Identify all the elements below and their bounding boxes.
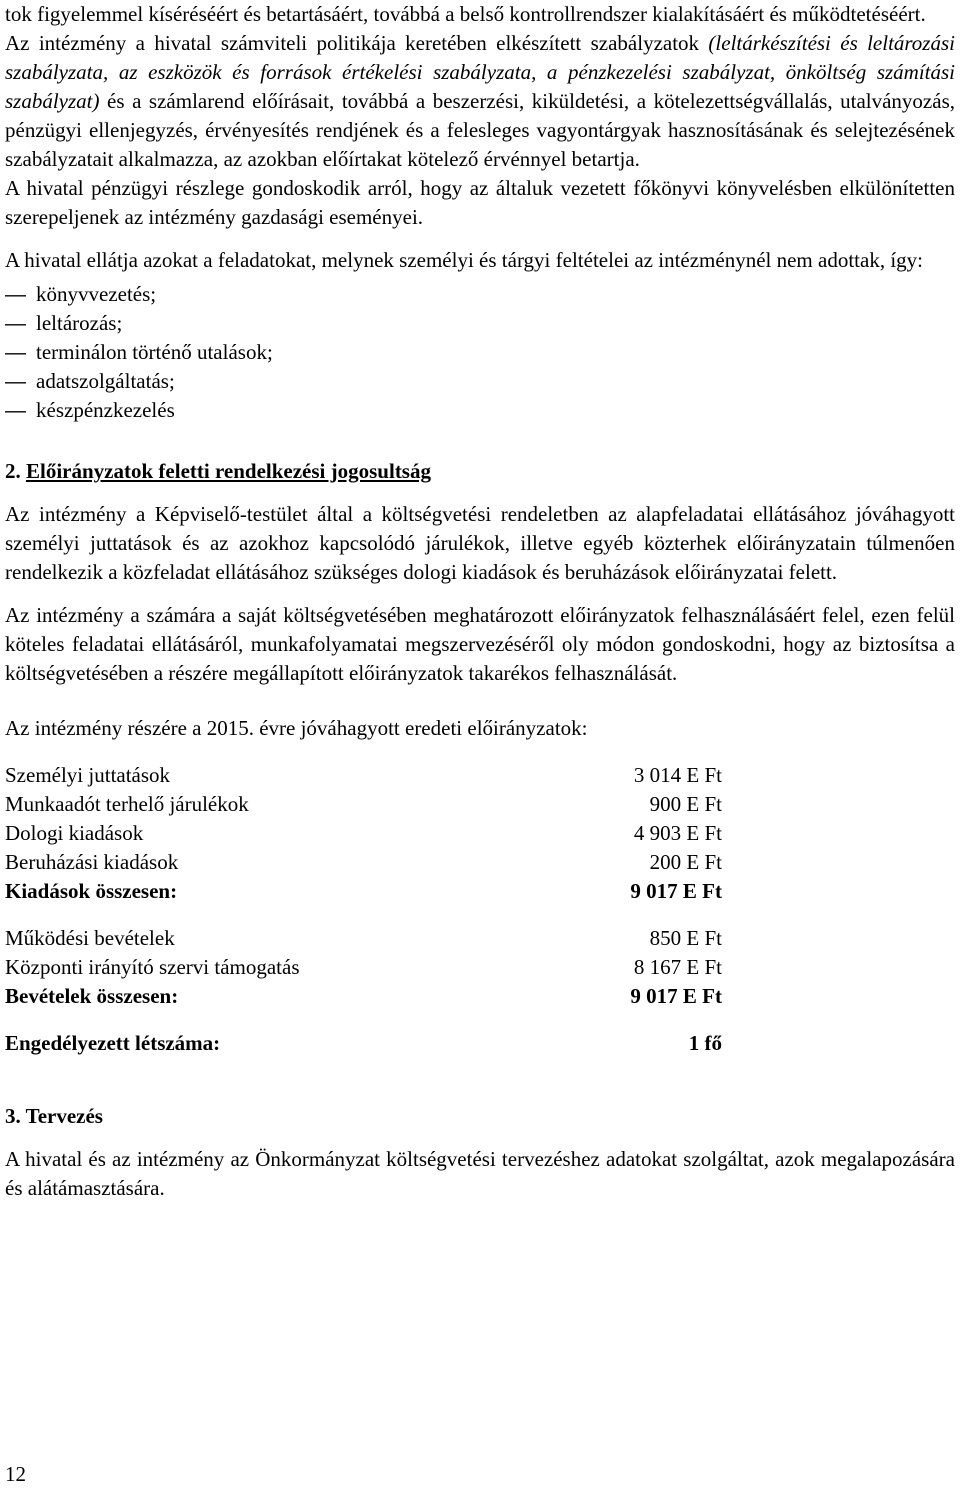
- policy-text-start: Az intézmény a hivatal számviteli politikája keretében elkészített szabályzatok: [5, 31, 709, 55]
- table-spacer: [5, 906, 722, 924]
- revenues-total-row: [5, 982, 722, 1011]
- headcount-value: 1 fő: [688, 1031, 722, 1055]
- table-row: [5, 924, 722, 953]
- list-item: [5, 396, 955, 425]
- revenues-total-value: 9 017 E Ft: [630, 984, 722, 1008]
- headcount-row: [5, 1029, 722, 1058]
- tasks-intro-paragraph: A hivatal ellátja azokat a feladatokat, melynek személyi és tárgyi feltételei az intézménynél nem adottak, így:: [5, 248, 923, 272]
- revenue-label: Központi irányító szervi támogatás: [5, 955, 300, 979]
- expense-label: Munkaadót terhelő járulékok: [5, 792, 249, 816]
- dash-bullet-icon: —: [5, 341, 26, 364]
- table-row: [5, 790, 722, 819]
- section-2-heading: [5, 457, 955, 486]
- task-text: adatszolgáltatás;: [36, 369, 175, 393]
- dash-bullet-icon: —: [5, 370, 26, 393]
- section-3-heading: [5, 1102, 955, 1131]
- section-3-title: Tervezés: [25, 1104, 103, 1128]
- section-2-paragraph-1: Az intézmény a Képviselő-testület által a költségvetési rendeletben az alapfeladatai ellátásához jóváhagyott személyi juttatások és az azokhoz kapcsolódó járulékok, illetve egyéb közterhek előirányzatain túlmenően rendelkezik a közfeladat ellátásához szükséges dologi kiadások és beruházások előirányzatai felett.: [5, 502, 955, 584]
- budget-table: [5, 761, 722, 1058]
- page-number: 12: [5, 1462, 26, 1486]
- section-3-paragraph: A hivatal és az intézmény az Önkormányzat költségvetési tervezéshez adatokat szolgáltat, azok megalapozására és alátámasztására.: [5, 1147, 955, 1200]
- section-2-number: 2.: [5, 459, 21, 483]
- expenses-total-row: [5, 877, 722, 906]
- dash-bullet-icon: —: [5, 312, 26, 335]
- list-item: [5, 338, 955, 367]
- expenses-total-value: 9 017 E Ft: [630, 879, 722, 903]
- list-item: [5, 280, 955, 309]
- expense-value: 4 903 E Ft: [633, 821, 722, 845]
- table-row: [5, 953, 722, 982]
- section-2-paragraph-2: Az intézmény a számára a saját költségvetésében meghatározott előirányzatok felhasználásáért felel, ezen felül köteles feladatai ellátásáról, munkafolyamatai megszervezéséről oly módon gondoskodni, hogy az biztosítsa a költségvetésében a részére megállapított előirányzatok takarékos felhasználását.: [5, 603, 955, 685]
- expense-label: Személyi juttatások: [5, 763, 171, 787]
- table-row: [5, 819, 722, 848]
- task-list: [5, 280, 955, 425]
- section-2-title: Előirányzatok feletti rendelkezési jogosultság: [26, 459, 431, 483]
- list-item: [5, 367, 955, 396]
- finance-department-paragraph: A hivatal pénzügyi részlege gondoskodik arról, hogy az általuk vezetett főkönyvi könyvelésben elkülönítetten szerepeljenek az intézmény gazdasági eseményei.: [5, 176, 955, 229]
- accounting-policy-paragraph: [5, 29, 955, 174]
- task-text: leltározás;: [36, 311, 123, 335]
- expenses-total-label: Kiadások összesen:: [5, 879, 178, 903]
- policy-text-end: és a számlarend előírásait, továbbá a beszerzési, kiküldetési, a kötelezettségvállalás, utalványozás, pénzügyi ellenjegyzés, érvényesítés rendjének és a felesleges vagyontárgyak hasznosításának és selejtezésének szabályzatait alkalmazza, az azokban előírtakat kötelező érvénnyel betartja.: [5, 89, 955, 171]
- dash-bullet-icon: —: [5, 283, 26, 306]
- policy-italic-rules: (leltárkészítési és leltározási szabályzata, az eszközök és források értékelési szabályzata, a pénzkezelési szabályzat, önköltség számítási szabályzat): [5, 31, 955, 113]
- top-fragment-paragraph: tok figyelemmel kíséréséért és betartásáért, továbbá a belső kontrollrendszer kialakításáért és működtetéséért.: [5, 2, 926, 26]
- task-text: készpénzkezelés: [36, 398, 175, 422]
- expense-value: 200 E Ft: [649, 850, 722, 874]
- revenue-value: 8 167 E Ft: [633, 955, 722, 979]
- table-row: [5, 761, 722, 790]
- list-item: [5, 309, 955, 338]
- task-text: terminálon történő utalások;: [36, 340, 273, 364]
- headcount-label: Engedélyezett létszáma:: [5, 1031, 221, 1055]
- revenue-value: 850 E Ft: [649, 926, 722, 950]
- expense-label: Dologi kiadások: [5, 821, 144, 845]
- dash-bullet-icon: —: [5, 399, 26, 422]
- expense-value: 900 E Ft: [649, 792, 722, 816]
- revenues-total-label: Bevételek összesen:: [5, 984, 179, 1008]
- revenue-label: Működési bevételek: [5, 926, 175, 950]
- section-3-number: 3.: [5, 1104, 21, 1128]
- budget-intro: Az intézmény részére a 2015. évre jóváhagyott eredeti előirányzatok:: [5, 716, 588, 740]
- expense-value: 3 014 E Ft: [633, 763, 722, 787]
- table-row: [5, 848, 722, 877]
- table-spacer: [5, 1011, 722, 1029]
- expense-label: Beruházási kiadások: [5, 850, 179, 874]
- task-text: könyvvezetés;: [36, 282, 157, 306]
- document-page: [5, 0, 955, 1203]
